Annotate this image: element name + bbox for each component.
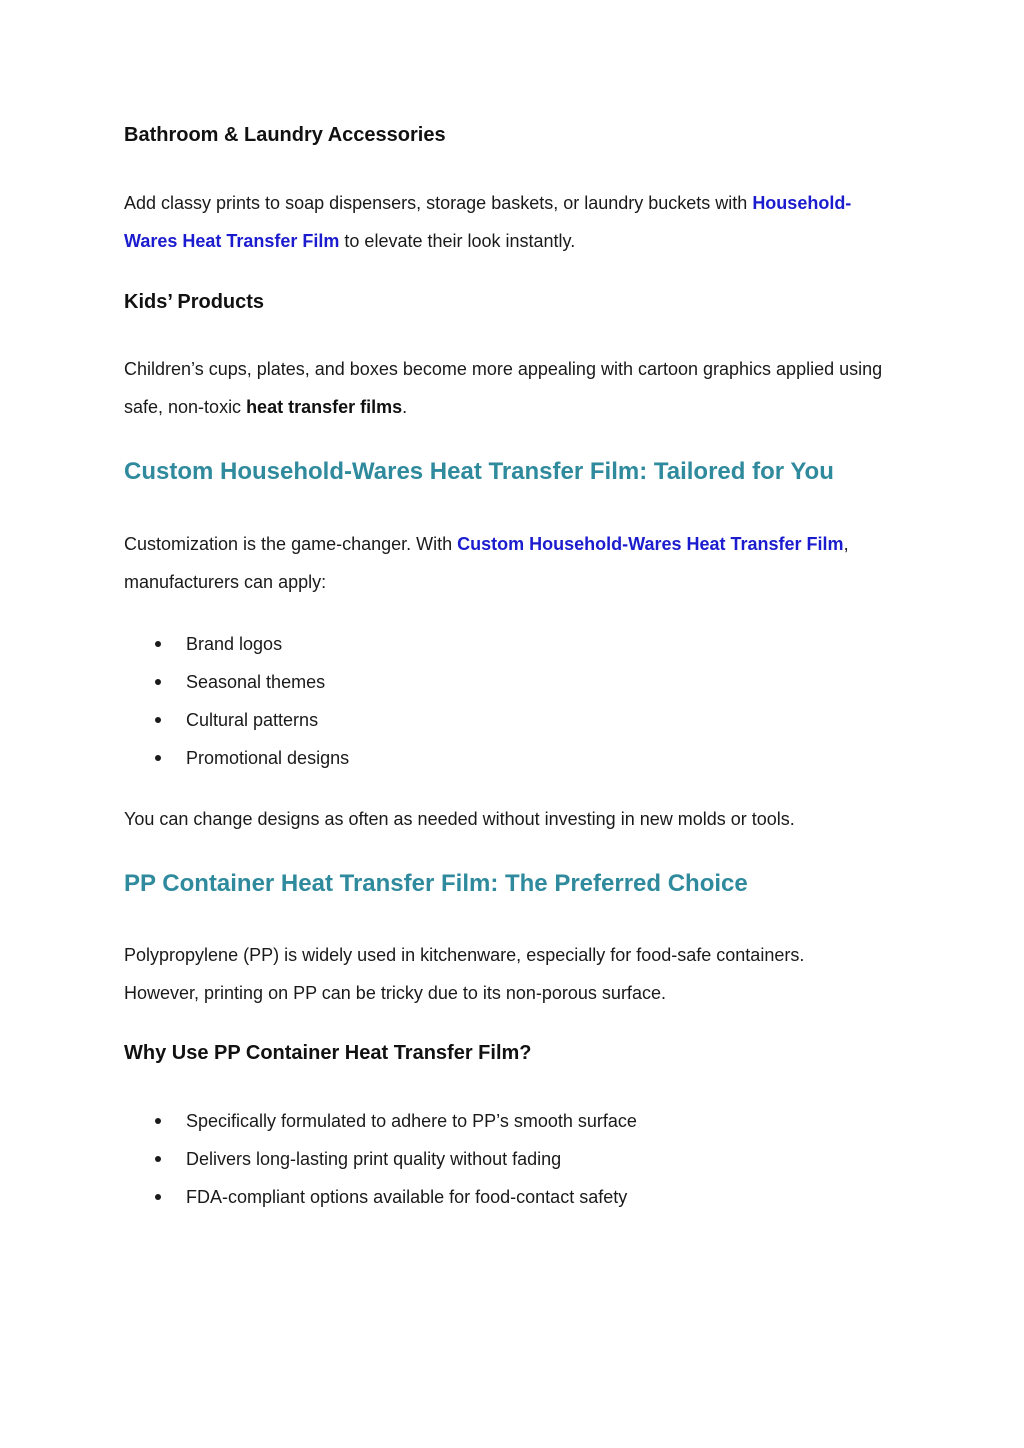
custom-text-after: , manufacturers can apply: xyxy=(124,534,849,592)
custom-paragraph xyxy=(124,525,894,601)
bullet-icon xyxy=(155,641,161,647)
bullet-icon xyxy=(155,679,161,685)
pp-section-heading: PP Container Heat Transfer Film: The Preferred Choice xyxy=(124,870,748,897)
kids-heading: Kids’ Products xyxy=(124,291,265,313)
bullet-icon xyxy=(155,717,161,723)
pp-paragraph: Polypropylene (PP) is widely used in kitchenware, especially for food-safe containers. However, printing on PP can be tricky due to its non-porous surface. xyxy=(124,945,805,1003)
list-item-text: Promotional designs xyxy=(186,748,350,768)
list-item-text: Cultural patterns xyxy=(186,710,319,730)
custom-text-before: Customization is the game-changer. With xyxy=(124,534,458,554)
list-item xyxy=(124,625,349,663)
list-item xyxy=(124,739,349,777)
bathroom-heading: Bathroom & Laundry Accessories xyxy=(124,124,446,146)
pp-benefits-list xyxy=(124,1102,637,1216)
bathroom-text-after: to elevate their look instantly. xyxy=(339,231,576,251)
bullet-icon xyxy=(155,755,161,761)
list-item-text: Specifically formulated to adhere to PP’s smooth surface xyxy=(186,1111,637,1131)
bullet-icon xyxy=(155,1194,161,1200)
bathroom-text-before: Add classy prints to soap dispensers, storage baskets, or laundry buckets with xyxy=(124,193,753,213)
bullet-icon xyxy=(155,1156,161,1162)
pp-subheading: Why Use PP Container Heat Transfer Film? xyxy=(124,1042,532,1064)
list-item-text: Brand logos xyxy=(186,634,283,654)
bathroom-paragraph xyxy=(124,184,894,260)
list-item xyxy=(124,663,349,701)
custom-section-heading: Custom Household-Wares Heat Transfer Film: Tailored for You xyxy=(124,458,834,485)
list-item xyxy=(124,1140,637,1178)
list-item xyxy=(124,1102,637,1140)
custom-closing-paragraph: You can change designs as often as needed without investing in new molds or tools. xyxy=(124,809,795,829)
list-item xyxy=(124,1178,637,1216)
household-wares-link[interactable]: Household- xyxy=(752,193,852,213)
list-item xyxy=(124,701,349,739)
heat-transfer-films-bold: heat transfer films xyxy=(246,397,403,417)
kids-text-after: . xyxy=(402,397,408,417)
kids-paragraph xyxy=(124,350,884,426)
custom-household-wares-link[interactable]: Custom Household-Wares Heat Transfer Film xyxy=(457,534,844,554)
list-item-text: FDA-compliant options available for food-contact safety xyxy=(186,1187,628,1207)
custom-options-list xyxy=(124,625,349,777)
kids-text-before: Children’s cups, plates, and boxes become more appealing with cartoon graphics applied using safe, non-toxic xyxy=(124,359,883,417)
list-item-text: Seasonal themes xyxy=(186,672,326,692)
bullet-icon xyxy=(155,1118,161,1124)
household-wares-link-continued[interactable]: Wares Heat Transfer Film xyxy=(124,231,340,251)
list-item-text: Delivers long-lasting print quality without fading xyxy=(186,1149,562,1169)
